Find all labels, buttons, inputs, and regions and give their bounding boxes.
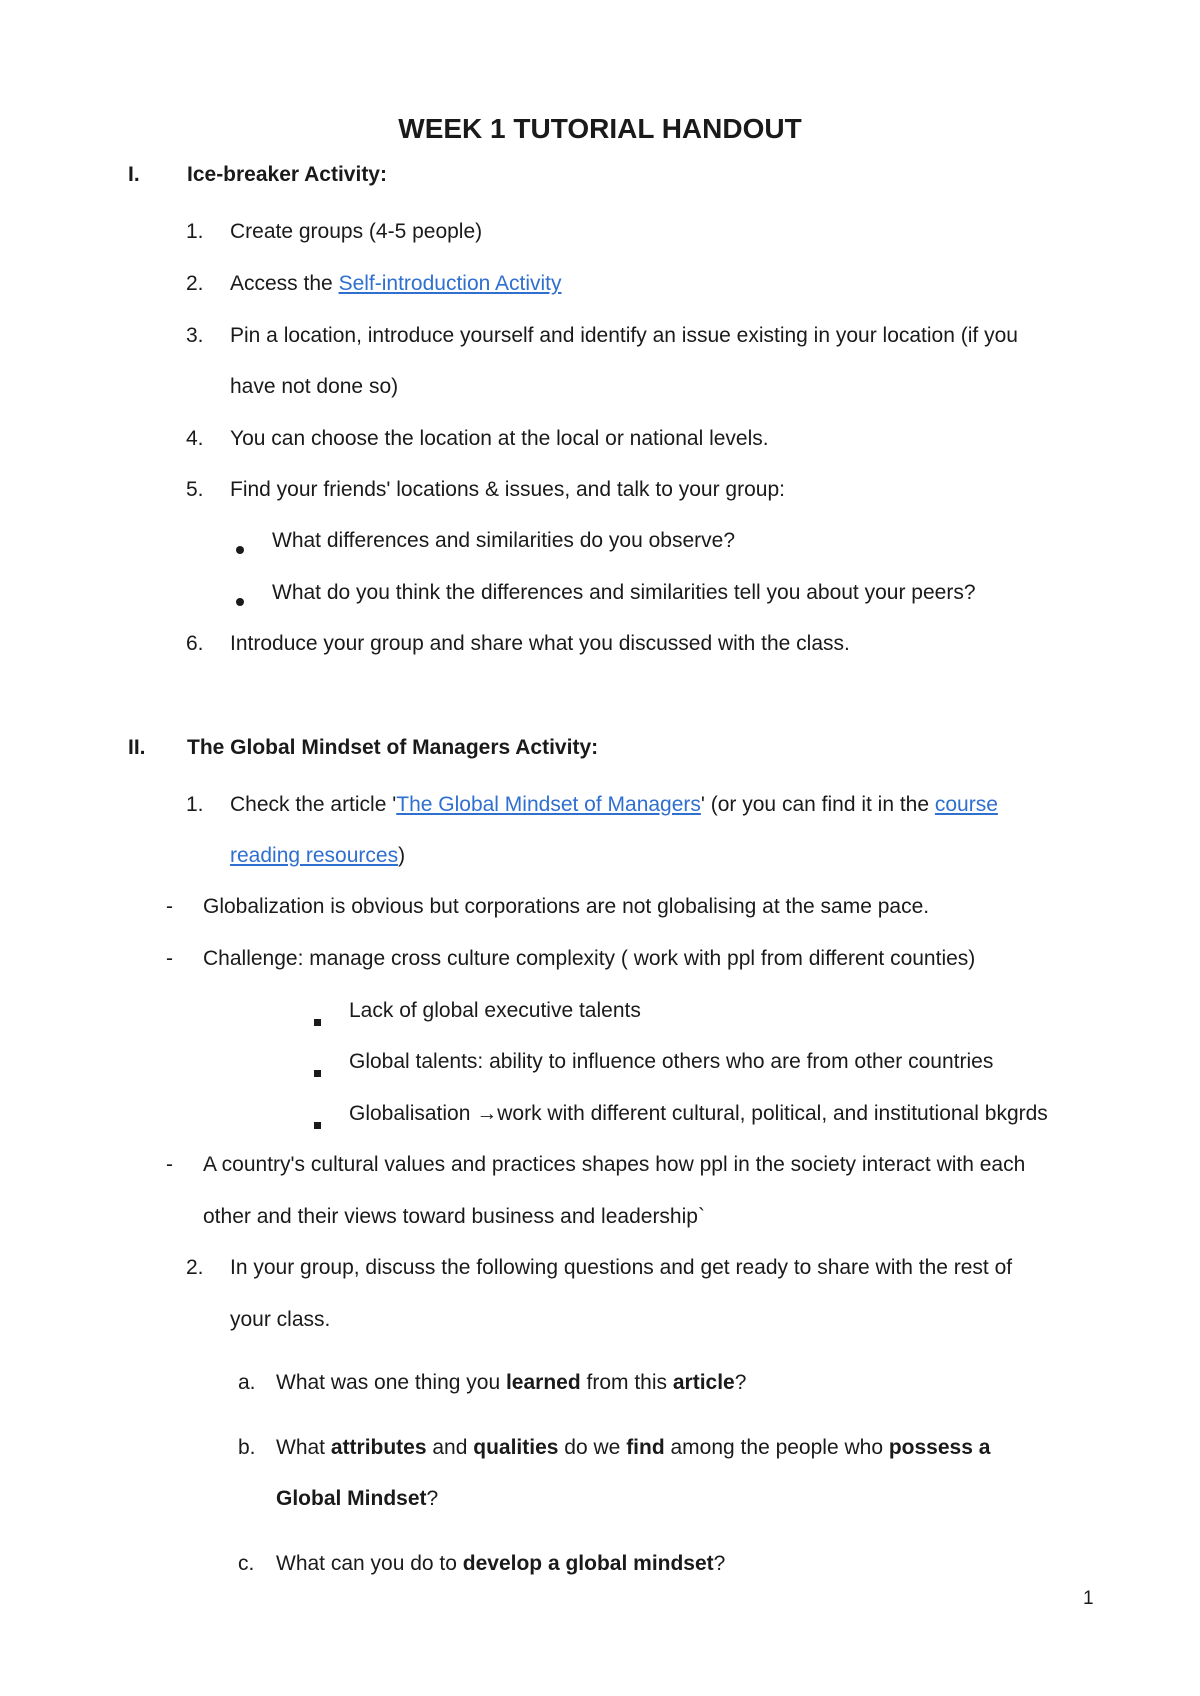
square-bullet-icon xyxy=(314,1007,321,1014)
course-reading-resources-link[interactable]: reading resources xyxy=(230,844,399,867)
list-number: 6. xyxy=(186,632,204,655)
section-2-heading: The Global Mindset of Managers Activity: xyxy=(187,736,599,759)
question-letter: b. xyxy=(238,1436,256,1459)
list-item-text: In your group, discuss the following questions and get ready to share with the rest of xyxy=(230,1256,1013,1279)
question-letter: a. xyxy=(238,1371,256,1394)
page-number: 1 xyxy=(1083,1588,1094,1609)
square-bullet-icon xyxy=(314,1110,321,1117)
bullet-dot-icon xyxy=(236,587,244,595)
dash-item-text: A country's cultural values and practices shapes how ppl in the society interact with each xyxy=(203,1153,1026,1176)
list-item-text: ' (or you can find it in the xyxy=(700,793,935,816)
self-introduction-activity-link[interactable]: Self-introduction Activity xyxy=(338,272,562,295)
question-emphasis: Global Mindset xyxy=(276,1487,427,1510)
question-text: from this xyxy=(580,1371,673,1394)
list-item-text: Pin a location, introduce yourself and identify an issue existing in your location (if you xyxy=(230,324,1018,347)
list-item-continuation xyxy=(230,843,405,869)
question-emphasis: attributes xyxy=(330,1436,427,1459)
section-2-numeral: II. xyxy=(128,736,146,759)
question-text: ? xyxy=(713,1552,726,1575)
question-emphasis: find xyxy=(626,1436,665,1459)
list-item-text: Create groups (4-5 people) xyxy=(230,220,483,243)
question-text: ? xyxy=(426,1487,439,1510)
question-text: and xyxy=(426,1436,474,1459)
question-emphasis: article xyxy=(672,1371,735,1394)
list-number: 1. xyxy=(186,793,204,816)
list-item-text: Check the article ' xyxy=(230,793,397,816)
list-item xyxy=(230,271,562,297)
question-text: What was one thing you xyxy=(276,1371,506,1394)
list-item-text: Find your friends' locations & issues, and talk to your group: xyxy=(230,478,785,501)
question-text: What can you do to xyxy=(276,1552,463,1575)
question-letter: c. xyxy=(238,1552,255,1575)
question-emphasis: develop a global mindset xyxy=(462,1552,714,1575)
section-1-heading: Ice-breaker Activity: xyxy=(187,163,387,186)
square-bullet-text: Globalisation →work with different cultural, political, and institutional bkgrds xyxy=(349,1102,1048,1125)
question-c xyxy=(276,1551,725,1577)
dash-marker: - xyxy=(166,895,173,918)
list-item xyxy=(230,792,998,818)
question-emphasis: qualities xyxy=(473,1436,559,1459)
square-bullet-text: Global talents: ability to influence others who are from other countries xyxy=(349,1050,994,1073)
square-bullet-text: Lack of global executive talents xyxy=(349,999,641,1022)
question-text: do we xyxy=(558,1436,627,1459)
list-number: 2. xyxy=(186,272,204,295)
question-emphasis: learned xyxy=(505,1371,581,1394)
question-a xyxy=(276,1370,746,1396)
list-item-text: ) xyxy=(398,844,406,867)
dash-item-text: other and their views toward business and leadership` xyxy=(203,1205,705,1228)
list-item-text: Introduce your group and share what you discussed with the class. xyxy=(230,632,850,655)
list-item-text: have not done so) xyxy=(230,375,399,398)
question-text: ? xyxy=(734,1371,747,1394)
list-item-text: You can choose the location at the local or national levels. xyxy=(230,427,769,450)
list-item-text: Access the xyxy=(230,272,339,295)
list-number: 2. xyxy=(186,1256,204,1279)
global-mindset-article-link[interactable]: The Global Mindset of Managers xyxy=(396,793,701,816)
question-text: What xyxy=(276,1436,331,1459)
section-1-numeral: I. xyxy=(128,163,140,186)
dash-item-text: Challenge: manage cross culture complexity ( work with ppl from different counties) xyxy=(203,947,976,970)
course-reading-resources-link[interactable]: course xyxy=(934,793,998,816)
dash-item-text: Globalization is obvious but corporations are not globalising at the same pace. xyxy=(203,895,930,918)
dash-marker: - xyxy=(166,1153,173,1176)
list-number: 5. xyxy=(186,478,204,501)
list-number: 4. xyxy=(186,427,204,450)
question-text: among the people who xyxy=(664,1436,889,1459)
square-bullet-icon xyxy=(314,1058,321,1065)
dash-marker: - xyxy=(166,947,173,970)
list-number: 1. xyxy=(186,220,204,243)
list-number: 3. xyxy=(186,324,204,347)
question-emphasis: possess a xyxy=(888,1436,991,1459)
question-b-continuation xyxy=(276,1486,438,1512)
bullet-dot-icon xyxy=(236,535,244,543)
bullet-item-text: What differences and similarities do you observe? xyxy=(272,529,736,552)
page-title: WEEK 1 TUTORIAL HANDOUT xyxy=(398,113,802,144)
bullet-item-text: What do you think the differences and similarities tell you about your peers? xyxy=(272,581,976,604)
question-b xyxy=(276,1435,990,1461)
list-item-text: your class. xyxy=(230,1308,331,1331)
